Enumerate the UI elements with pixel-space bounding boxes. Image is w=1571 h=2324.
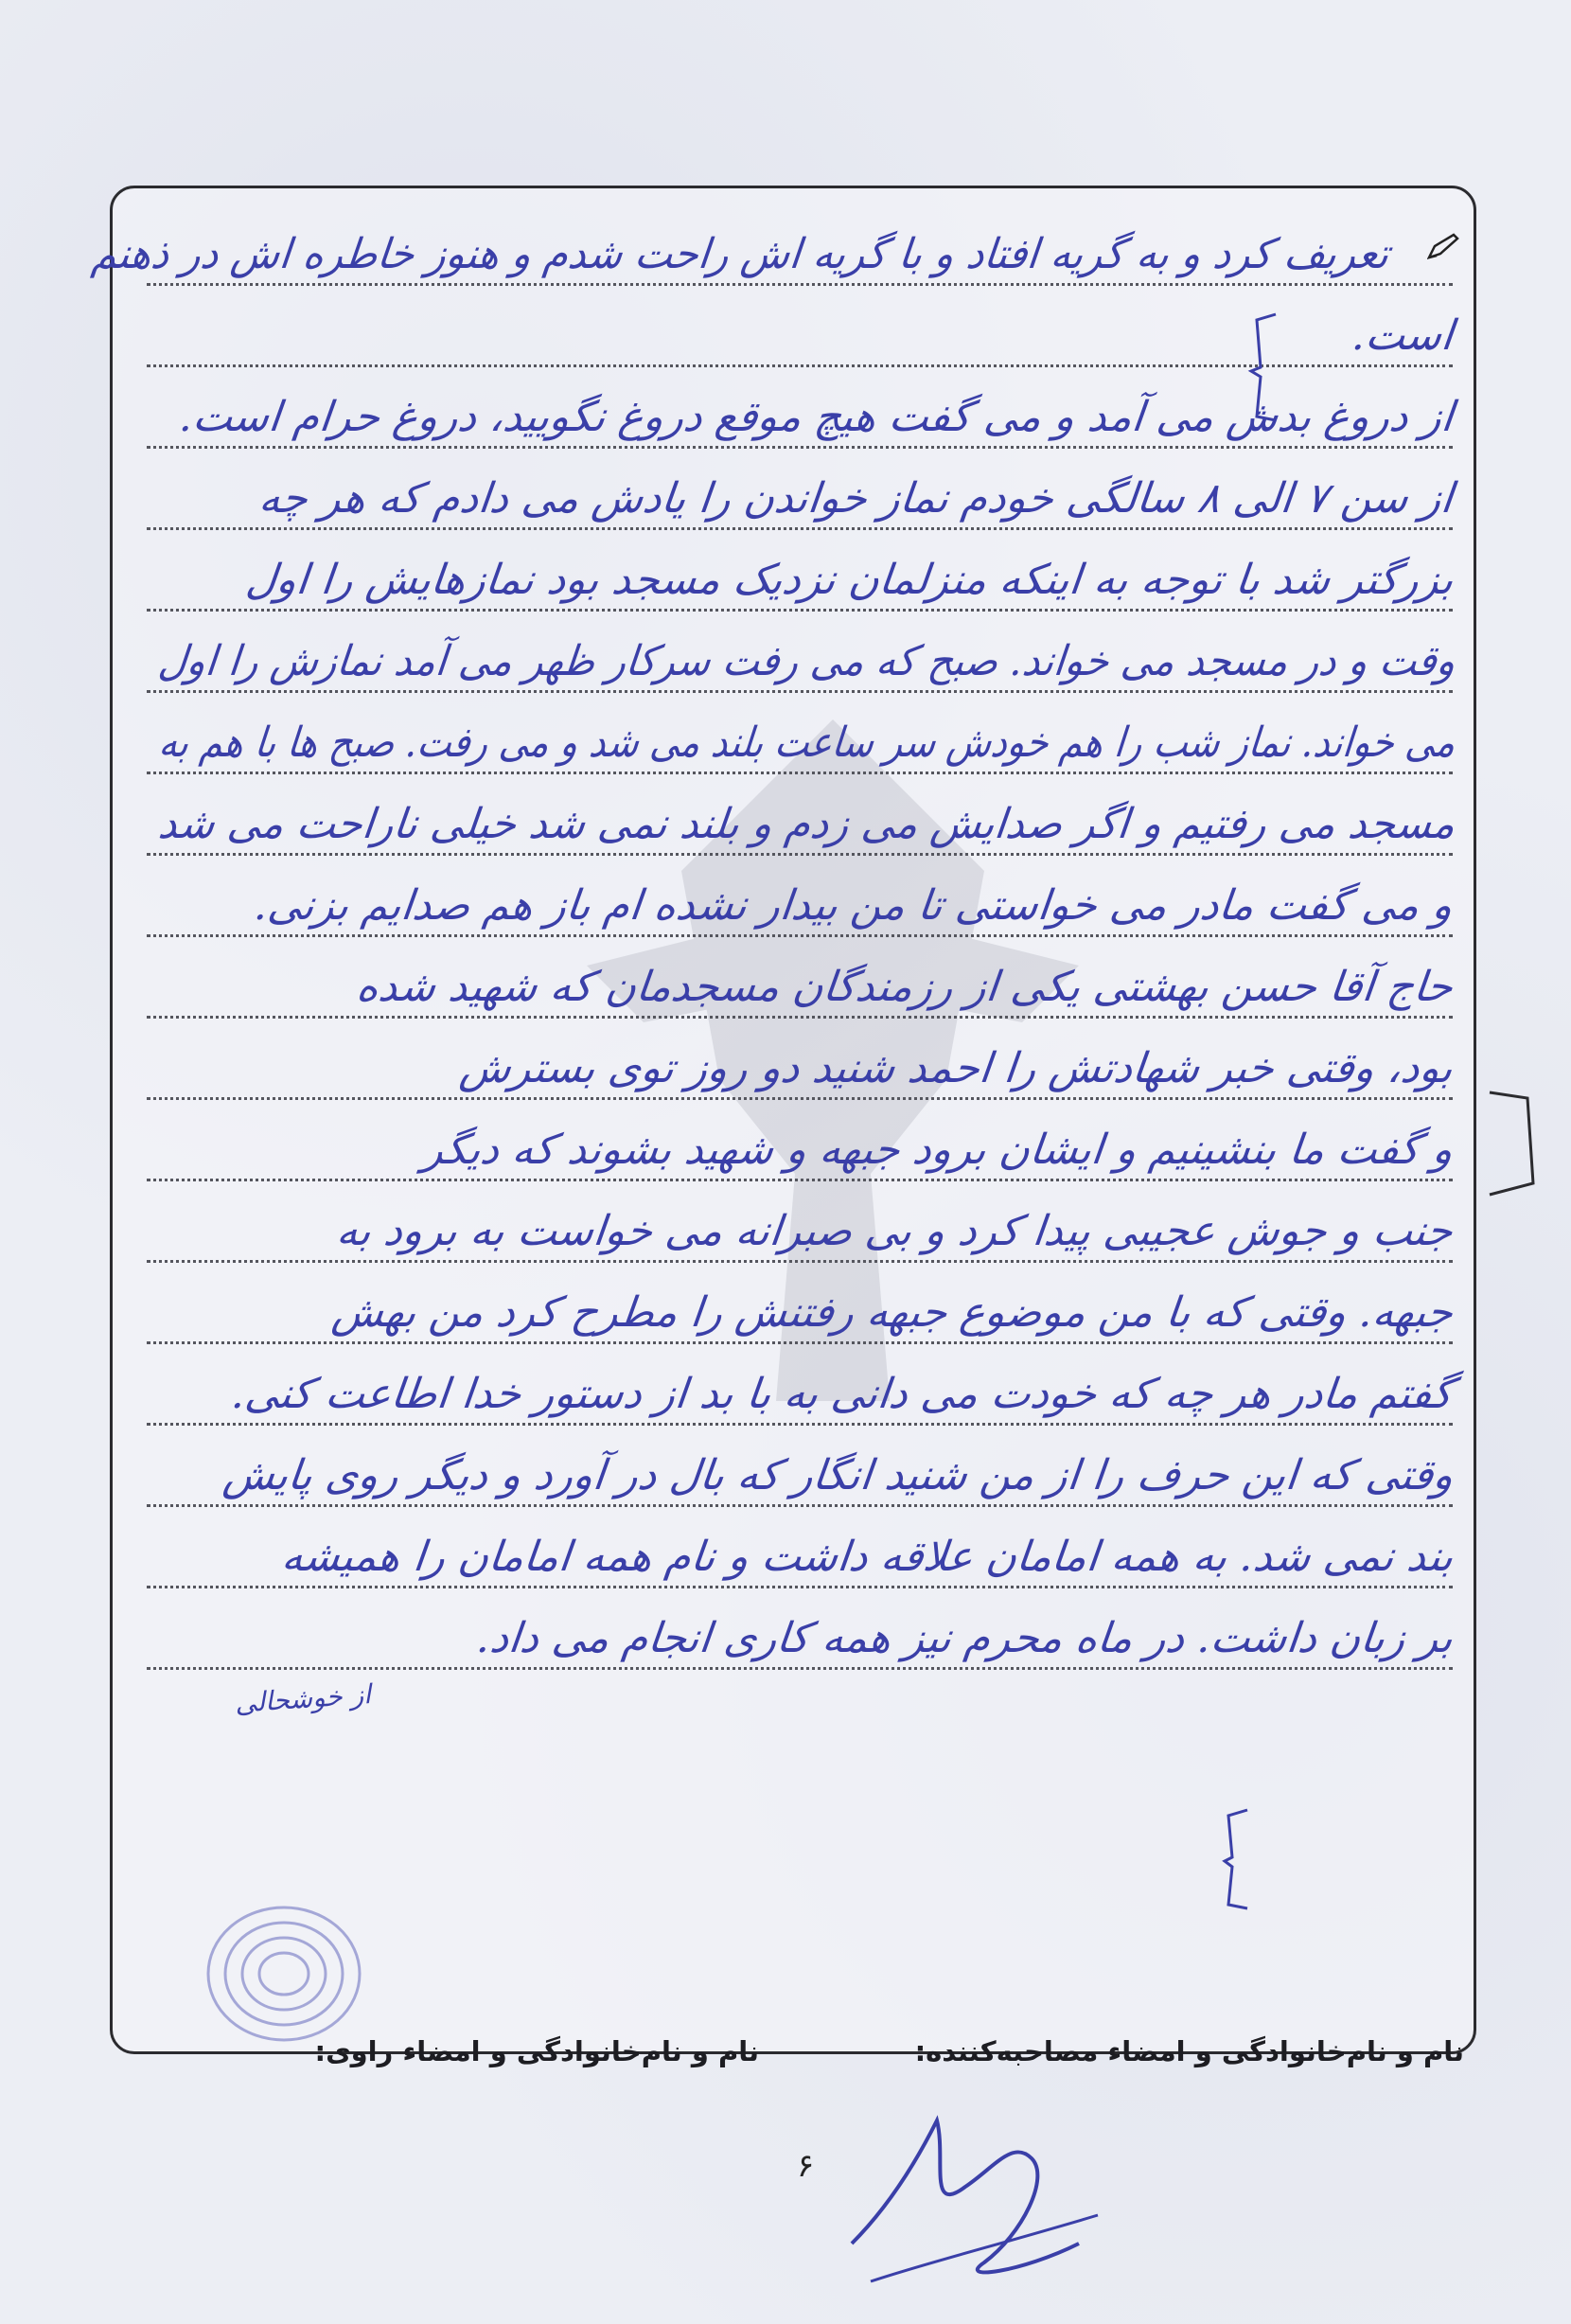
line-text: از سن ۷ الی ۸ سالگی خودم نماز خواندن را یادش می دادم که هر چه [256, 474, 1456, 523]
narrator-signature-label: نام و نام‌خانوادگی و امضاء راوی: [314, 2035, 759, 2067]
dotted-rule [147, 1586, 1453, 1588]
text-line [147, 1354, 1456, 1435]
dotted-rule [147, 1423, 1453, 1426]
text-line [147, 702, 1458, 784]
dotted-rule [147, 1341, 1453, 1344]
handwritten-signature [833, 2102, 1117, 2300]
text-line [147, 1028, 1456, 1109]
text-line [147, 784, 1458, 865]
dotted-rule [147, 283, 1453, 286]
text-line [147, 621, 1458, 702]
line-text: گفتم مادر هر چه که خودت می دانی به با بد از دستور خدا اطاعت کنی. [229, 1370, 1456, 1418]
fingerprint-stamp [189, 1893, 379, 2054]
text-line [147, 540, 1456, 621]
line-text: وقتی که این حرف را از من شنید انگار که بال در آورد و دیگر روی پایش [220, 1451, 1456, 1499]
text-line [147, 458, 1456, 540]
line-text: و گفت ما بنشینیم و ایشان برود جبهه و شهید بشوند که دیگر [420, 1126, 1456, 1174]
dotted-rule [147, 609, 1453, 612]
text-line [147, 1272, 1456, 1354]
dotted-rule [147, 690, 1453, 693]
line-text: می خواند. نماز شب را هم خودش سر ساعت بلند می شد و می رفت. صبح ها با هم به [156, 718, 1458, 767]
line-text: بند نمی شد. به همه امامان علاقه داشت و نام همه امامان را همیشه [278, 1533, 1456, 1581]
text-line [147, 1191, 1456, 1272]
text-line [147, 1109, 1456, 1191]
dotted-rule [147, 934, 1453, 937]
dotted-rule [147, 446, 1453, 449]
line-text: تعریف کرد و به گریه افتاد و با گریه اش راحت شدم و هنوز خاطره اش در ذهنم [89, 230, 1392, 278]
dotted-rule [147, 1016, 1453, 1019]
line-text: از دروغ بدش می آمد و می گفت هیچ موقع دروغ نگویید، دروغ حرام است. [176, 393, 1456, 441]
text-line [147, 865, 1456, 947]
line-text: مسجد می رفتیم و اگر صدایش می زدم و بلند نمی شد خیلی ناراحت می شد [156, 800, 1458, 848]
page-number: ۶ [797, 2147, 815, 2185]
line-text: جبهه. وقتی که با من موضوع جبهه رفتنش را مطرح کرد من بهش [329, 1288, 1456, 1337]
line-text: بود، وقتی خبر شهادتش را احمد شنید دو روز توی بسترش [457, 1044, 1456, 1092]
text-line [147, 1598, 1456, 1679]
line-text: جنب و جوش عجیبی پیدا کرد و بی صبرانه می خواست به برود به [334, 1207, 1456, 1255]
bracket-mark [1486, 1089, 1539, 1202]
dotted-rule [147, 1667, 1453, 1670]
interviewer-signature-label: نام و نام‌خانوادگی و امضاء مصاحبه‌کننده: [914, 2035, 1464, 2067]
text-line [89, 214, 1453, 295]
line-text: وقت و در مسجد می خواند. صبح که می رفت سرکار ظهر می آمد نمازش را اول [155, 637, 1458, 685]
dotted-rule [147, 772, 1453, 774]
bracket-mark [1247, 310, 1285, 424]
line-text: و می گفت مادر می خواستی تا من بیدار نشده ام باز هم صدایم بزنی. [252, 881, 1456, 930]
dotted-rule [147, 1504, 1453, 1507]
margin-note: از خوشحالی [234, 1678, 372, 1719]
text-line [147, 1435, 1456, 1517]
line-text: حاج آقا حسن بهشتی یکی از رزمندگان مسجدمان که شهید شده [354, 963, 1456, 1011]
dotted-rule [147, 1260, 1453, 1263]
dotted-rule [147, 527, 1453, 530]
dotted-rule [147, 1179, 1453, 1181]
dotted-rule [147, 853, 1453, 856]
bracket-mark [1221, 1806, 1253, 1910]
text-line [147, 1517, 1456, 1598]
text-line [147, 947, 1456, 1028]
line-text: است. [1350, 311, 1456, 360]
line-text: بر زبان داشت. در ماه محرم نیز همه کاری انجام می داد. [474, 1614, 1456, 1662]
line-text: بزرگتر شد با توجه به اینکه منزلمان نزدیک مسجد بود نمازهایش را اول [242, 556, 1456, 604]
dotted-rule [147, 1097, 1453, 1100]
